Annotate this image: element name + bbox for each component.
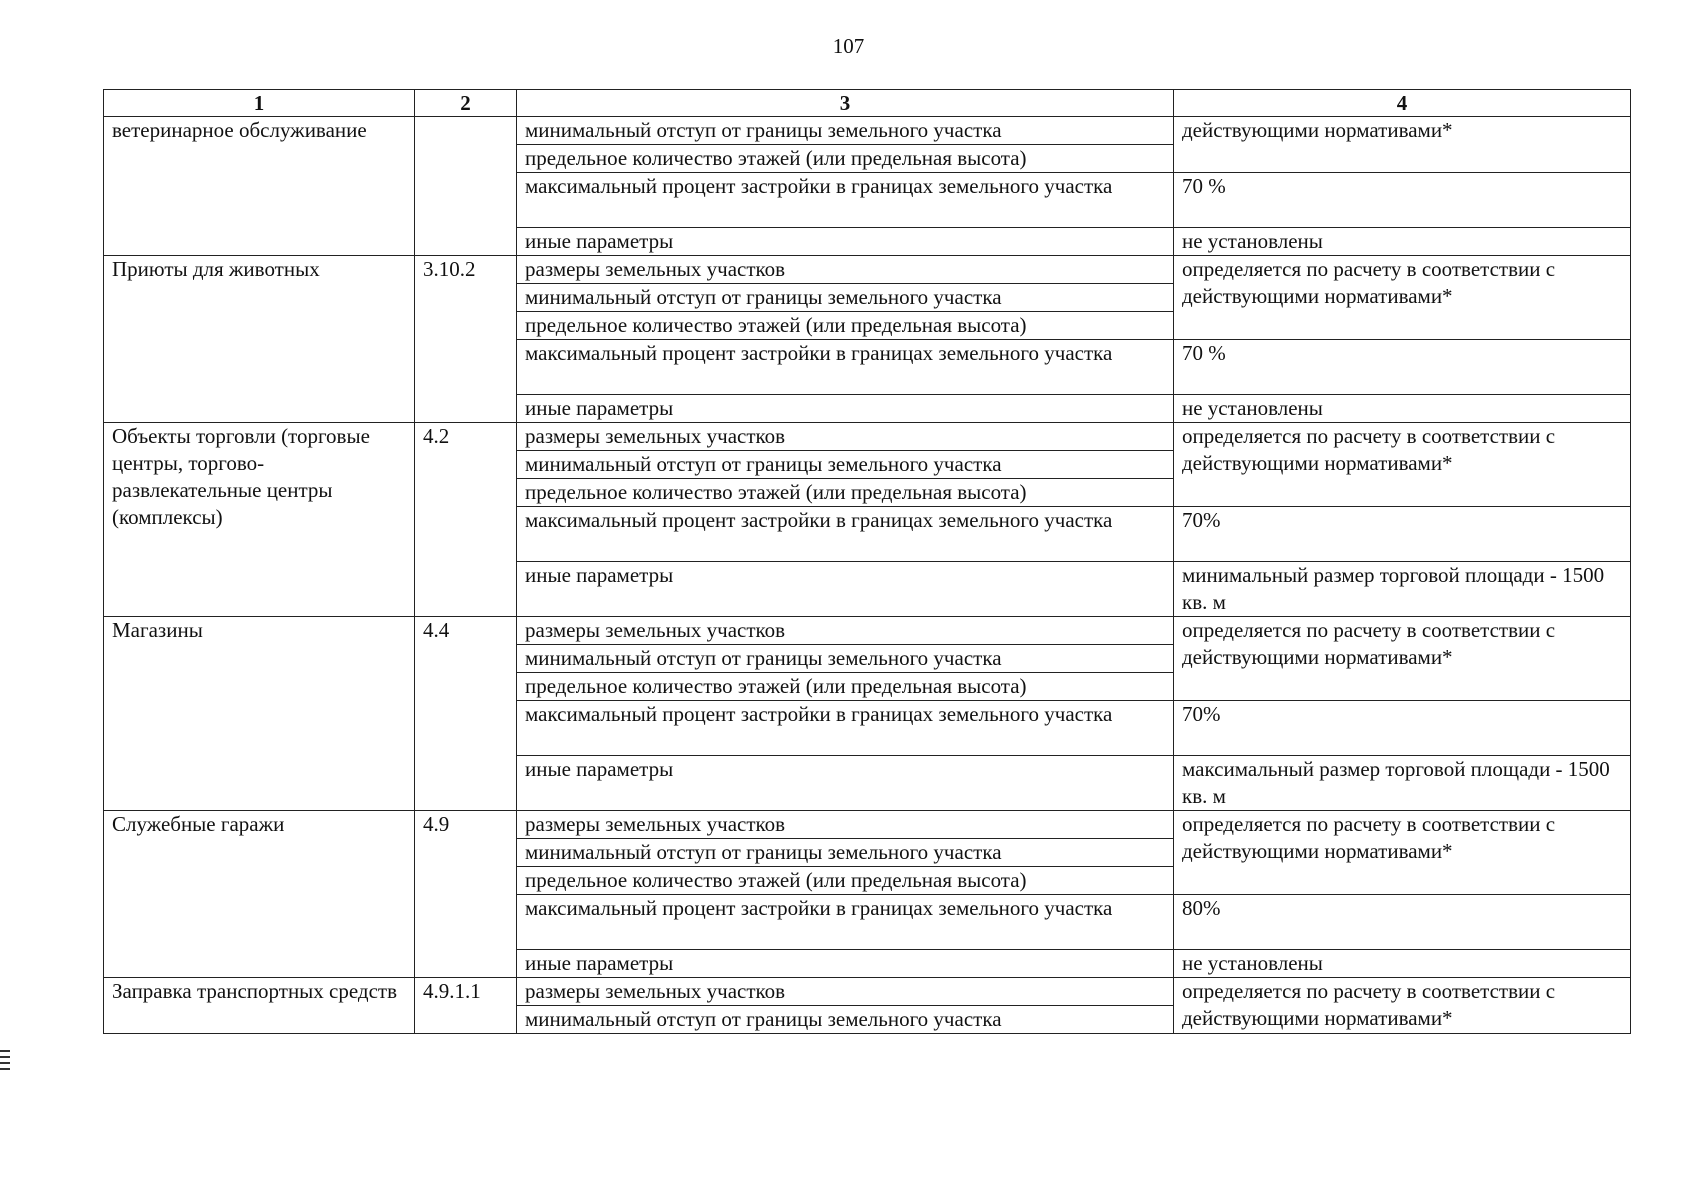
land-use-name: Магазины [104, 617, 415, 811]
scan-edge-marks [0, 1050, 10, 1074]
table-row [104, 978, 1631, 1006]
page-number: 107 [832, 34, 865, 58]
parameter-name: размеры земельных участков [517, 256, 1174, 284]
table-body [104, 117, 1631, 1034]
land-use-name: ветеринарное обслуживание [104, 117, 415, 256]
parameter-name: максимальный процент застройки в границах земельного участка [517, 340, 1174, 395]
parameter-name: иные параметры [517, 562, 1174, 617]
parameter-value: не установлены [1174, 228, 1631, 256]
parameter-value: 80% [1174, 895, 1631, 950]
land-use-code: 3.10.2 [415, 256, 517, 423]
parameter-name: размеры земельных участков [517, 617, 1174, 645]
parameter-name: минимальный отступ от границы земельного участка [517, 839, 1174, 867]
parameter-name: максимальный процент застройки в границах земельного участка [517, 895, 1174, 950]
parameter-value: 70% [1174, 701, 1631, 756]
parameter-name: иные параметры [517, 950, 1174, 978]
parameter-value: не установлены [1174, 395, 1631, 423]
parameter-value: максимальный размер торговой площади - 1500 кв. м [1174, 756, 1631, 811]
parameter-name: максимальный процент застройки в границах земельного участка [517, 701, 1174, 756]
parameter-value: 70 % [1174, 340, 1631, 395]
parameter-name: предельное количество этажей (или предельная высота) [517, 312, 1174, 340]
land-use-code: 4.2 [415, 423, 517, 617]
parameter-value: определяется по расчету в соответствии с действующими нормативами* [1174, 423, 1631, 507]
land-use-name: Служебные гаражи [104, 811, 415, 978]
land-use-code: 4.4 [415, 617, 517, 811]
parameter-value: определяется по расчету в соответствии с действующими нормативами* [1174, 256, 1631, 340]
header-col-3: 3 [517, 90, 1174, 117]
table-header [104, 90, 1631, 117]
parameter-name: минимальный отступ от границы земельного участка [517, 451, 1174, 479]
parameter-name: минимальный отступ от границы земельного участка [517, 1006, 1174, 1034]
land-use-name: Объекты торговли (торговые центры, торгово-развлекательные центры (комплексы) [104, 423, 415, 617]
parameter-name: максимальный процент застройки в границах земельного участка [517, 173, 1174, 228]
parameter-value: определяется по расчету в соответствии с действующими нормативами* [1174, 617, 1631, 701]
parameter-value: минимальный размер торговой площади - 1500 кв. м [1174, 562, 1631, 617]
parameter-name: максимальный процент застройки в границах земельного участка [517, 507, 1174, 562]
parameter-name: минимальный отступ от границы земельного участка [517, 117, 1174, 145]
parameter-value: 70 % [1174, 173, 1631, 228]
parameter-value: действующими нормативами* [1174, 117, 1631, 173]
land-use-code: 4.9.1.1 [415, 978, 517, 1034]
table-row [104, 811, 1631, 839]
parameter-name: иные параметры [517, 756, 1174, 811]
header-col-2: 2 [415, 90, 517, 117]
parameter-name: иные параметры [517, 395, 1174, 423]
parameter-value: не установлены [1174, 950, 1631, 978]
parameter-name: иные параметры [517, 228, 1174, 256]
parameter-name: предельное количество этажей (или предельная высота) [517, 145, 1174, 173]
parameter-name: предельное количество этажей (или предельная высота) [517, 673, 1174, 701]
parameter-name: предельное количество этажей (или предельная высота) [517, 479, 1174, 507]
parameter-name: минимальный отступ от границы земельного участка [517, 284, 1174, 312]
parameter-name: предельное количество этажей (или предельная высота) [517, 867, 1174, 895]
parameter-value: 70% [1174, 507, 1631, 562]
regulations-table [103, 89, 1631, 1034]
table-row [104, 617, 1631, 645]
land-use-name: Приюты для животных [104, 256, 415, 423]
table-row [104, 256, 1631, 284]
parameter-name: размеры земельных участков [517, 978, 1174, 1006]
parameter-name: минимальный отступ от границы земельного участка [517, 645, 1174, 673]
land-use-code [415, 117, 517, 256]
header-col-1: 1 [104, 90, 415, 117]
table-row [104, 117, 1631, 145]
parameter-name: размеры земельных участков [517, 811, 1174, 839]
land-use-name: Заправка транспортных средств [104, 978, 415, 1034]
header-col-4: 4 [1174, 90, 1631, 117]
parameter-name: размеры земельных участков [517, 423, 1174, 451]
parameter-value: определяется по расчету в соответствии с действующими нормативами* [1174, 978, 1631, 1034]
parameter-value: определяется по расчету в соответствии с действующими нормативами* [1174, 811, 1631, 895]
land-use-code: 4.9 [415, 811, 517, 978]
table-row [104, 423, 1631, 451]
header-row [104, 90, 1631, 117]
